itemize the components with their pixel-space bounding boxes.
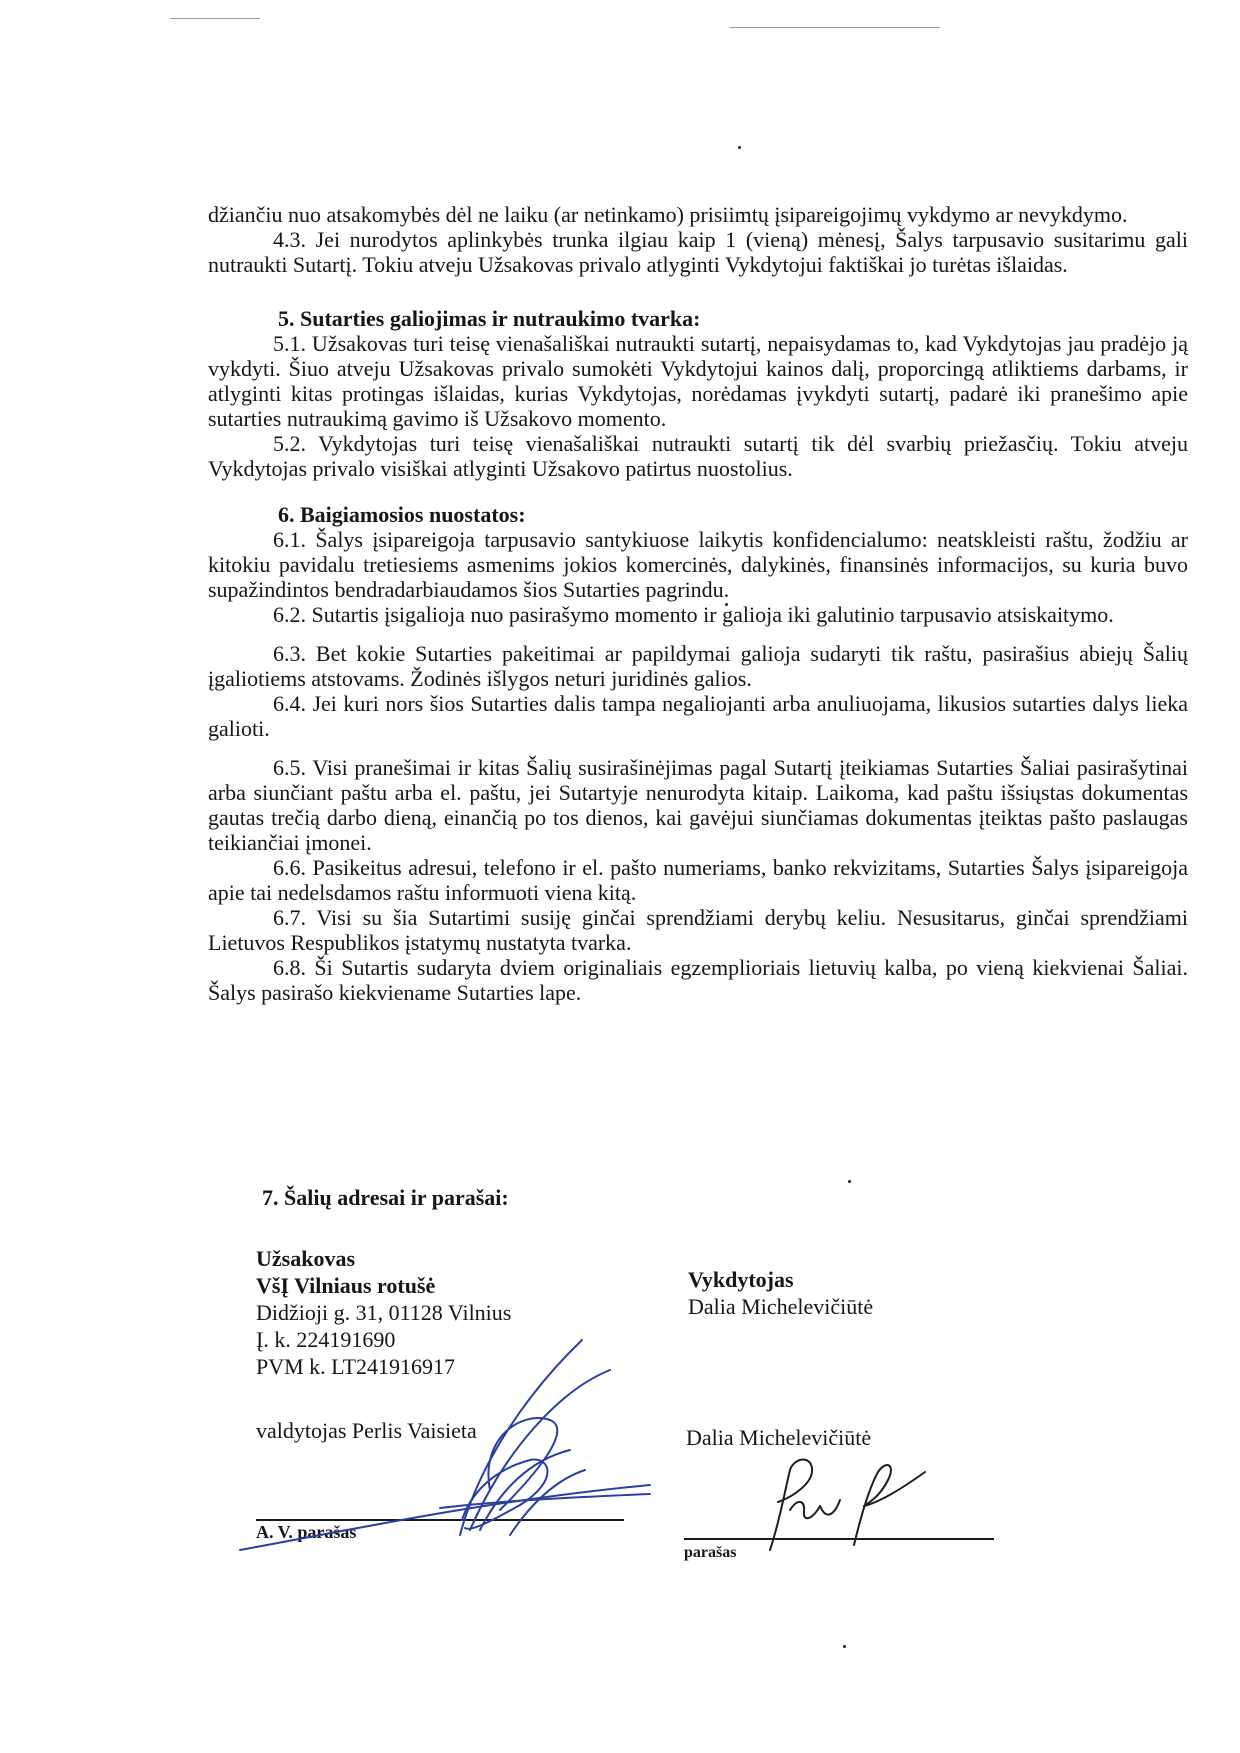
- scan-artifact-line: [730, 27, 940, 28]
- customer-vat-code: PVM k. LT241916917: [256, 1354, 456, 1379]
- section-7-heading: 7. Šalių adresai ir parašai:: [262, 1185, 509, 1210]
- scan-speck: [738, 146, 741, 149]
- section-6-heading: 6. Baigiamosios nuostatos:: [278, 502, 526, 527]
- continuation-paragraph: džiančiu nuo atsakomybės dėl ne laiku (ar netinkamo) prisiimtų įsipareigojimų vykdymo ar nevykdymo.: [208, 202, 1128, 227]
- clause-6-4: 6.4. Jei kuri nors šios Sutarties dalis tampa negaliojanti arba anuliuojama, likusios sutarties dalys lieka galioti.: [208, 691, 1188, 741]
- clause-6-2: 6.2. Sutartis įsigalioja nuo pasirašymo momento ir galioja iki galutinio tarpusavio atsiskaitymo.: [273, 602, 1114, 627]
- section-5-heading: 5. Sutarties galiojimas ir nutraukimo tvarka:: [278, 306, 701, 331]
- clause-5-2: 5.2. Vykdytojas turi teisę vienašališkai nutraukti sutartį tik dėl svarbių priežasčių. Tokiu atveju Vykdytojas privalo visiškai atlyginti Užsakovo patirtus nuostolius.: [208, 431, 1188, 481]
- scan-speck: [848, 1180, 851, 1183]
- contract-body: [208, 202, 1188, 1005]
- clause-6-7: 6.7. Visi su šia Sutartimi susiję ginčai sprendžiami derybų keliu. Nesusitarus, ginčai sprendžiami Lietuvos Respublikos įstatymų nustatyta tvarka.: [208, 905, 1188, 955]
- clause-5-1: 5.1. Užsakovas turi teisę vienašališkai nutraukti sutartį, nepaisydamas to, kad Vykdytojas jau pradėjo ją vykdyti. Šiuo atveju Užsakovas privalo sumokėti Vykdytojui kainos dalį, proporcingą atliktiems darbams, ir atlyginti kitas protingas išlaidas, kurias Vykdytojas, norėdamas įvykdyti sutartį, padarė iki pranešimo apie sutarties nutraukimą gavimo iš Užsakovo momento.: [208, 331, 1188, 431]
- clause-6-8: 6.8. Ši Sutartis sudaryta dviem originaliais egzemplioriais lietuvių kalba, po vieną kiekvienai Šaliai. Šalys pasirašo kiekviename Sutarties lape.: [208, 955, 1188, 1005]
- contractor-name: Dalia Michelevičiūtė: [688, 1294, 874, 1319]
- customer-name: VšĮ Vilniaus rotušė: [256, 1273, 436, 1298]
- contractor-signature-label: parašas: [684, 1544, 737, 1561]
- customer-signature-image: [230, 1330, 660, 1560]
- contractor-details: [688, 1266, 873, 1320]
- clause-6-3: 6.3. Bet kokie Sutarties pakeitimai ar papildymai galioja sudaryti tik raštu, pasirašius abiejų Šalių įgaliotiems atstovams. Žodinės išlygos neturi juridinės galios.: [208, 641, 1188, 691]
- customer-signature-label: A. V. parašas: [256, 1522, 357, 1542]
- clause-4-3: 4.3. Jei nurodytos aplinkybės trunka ilgiau kaip 1 (vieną) mėnesį, Šalys tarpusavio susitarimu gali nutraukti Sutartį. Tokiu atveju Užsakovas privalo atlyginti Vykdytojui faktiškai jo turėtas išlaidas.: [208, 227, 1188, 277]
- clause-6-6: 6.6. Pasikeitus adresui, telefono ir el. pašto numeriams, banko rekvizitams, Sutarties Šalys įsipareigoja apie tai nedelsdamos raštu informuoti viena kitą.: [208, 855, 1188, 905]
- contractor-representative: Dalia Michelevičiūtė: [686, 1425, 872, 1450]
- clause-6-5: 6.5. Visi pranešimai ir kitas Šalių susirašinėjimas pagal Sutartį įteikiamas Sutarties Šaliai pasirašytinai arba siunčiant paštu arba el. paštu, jei Sutartyje nenurodyta kitaip. Laikoma, kad paštu išsiųstas dokumentas gautas trečią darbo dieną, einančią po tos dienos, kai gavėjui siunčiamas dokumentas įteiktas pašto paslaugas teikiančiai įmonei.: [208, 755, 1188, 855]
- contractor-role: Vykdytojas: [688, 1267, 794, 1292]
- contractor-signature-image: [730, 1450, 940, 1560]
- clause-6-1: 6.1. Šalys įsipareigoja tarpusavio santykiuose laikytis konfidencialumo: neatskleisti raštu, žodžiu ar kitokiu pavidalu tretiesiems asmenims jokios komercinės, dalykinės, finansinės informacijos, su kuria buvo supažindintos bendradarbiaudamos šios Sutarties pagrindu.: [208, 527, 1188, 602]
- customer-representative: valdytojas Perlis Vaisieta: [256, 1418, 477, 1443]
- scan-speck: [843, 1645, 846, 1648]
- customer-role: Užsakovas: [256, 1246, 356, 1271]
- customer-company-code: Į. k. 224191690: [256, 1327, 396, 1352]
- scan-artifact-line: [170, 18, 260, 19]
- customer-address: Didžioji g. 31, 01128 Vilnius: [256, 1300, 512, 1325]
